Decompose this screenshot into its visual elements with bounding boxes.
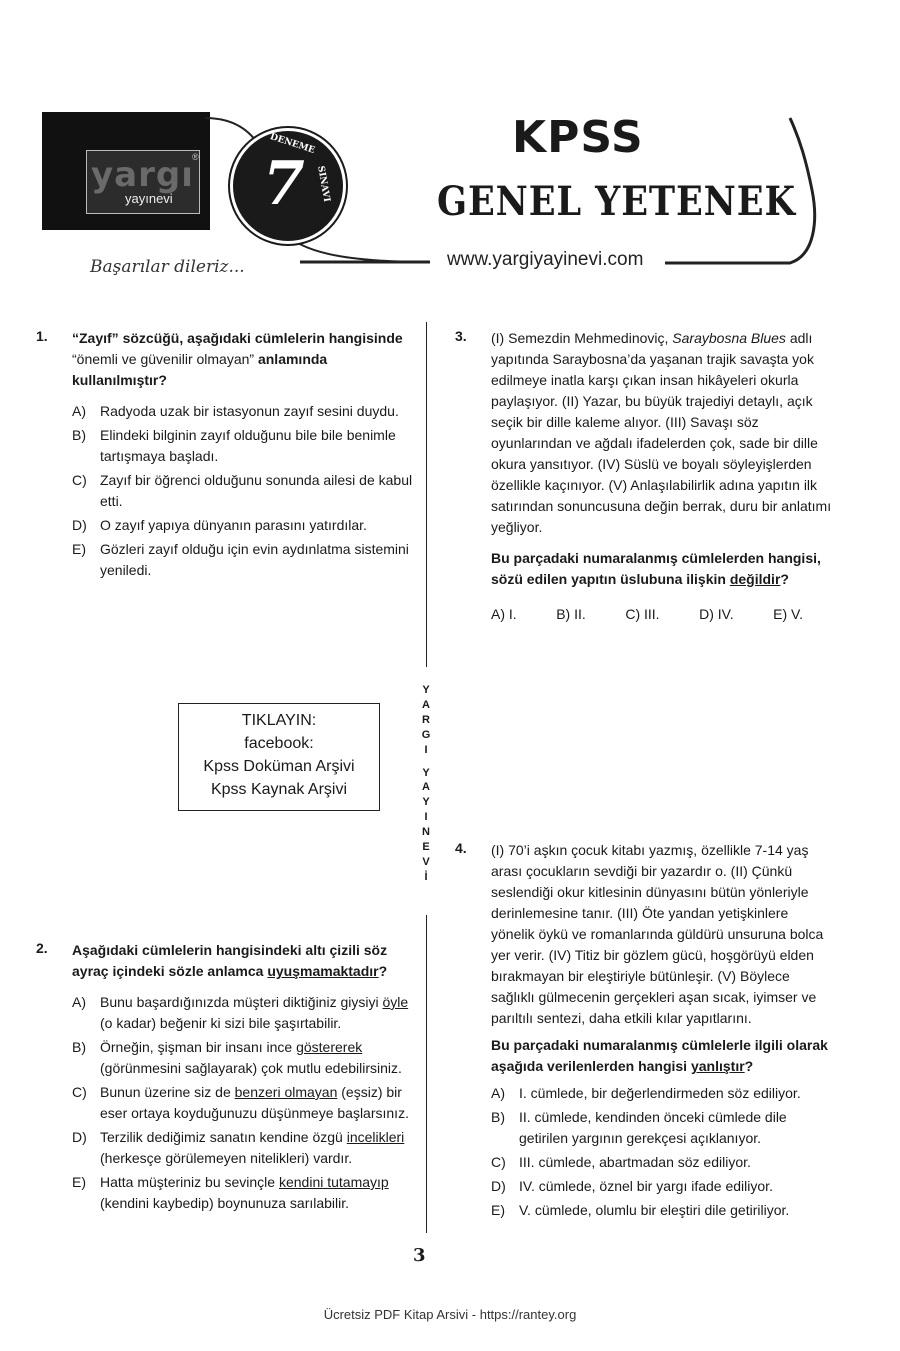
promo-line: TIKLAYIN:: [241, 712, 317, 729]
promo-line: Kpss Doküman Arşivi: [203, 758, 355, 775]
stem-end: ?: [780, 571, 789, 587]
question-number: 3.: [455, 328, 467, 344]
options-list: [72, 992, 414, 1214]
promo-line: Kpss Kaynak Arşivi: [210, 781, 348, 798]
option-c[interactable]: [491, 1152, 835, 1173]
question-2: [36, 940, 414, 1214]
vertical-publisher-name: Y A R G I Y A Y I N E V İ: [421, 684, 431, 883]
underlined-phrase: benzeri olmayan: [234, 1084, 338, 1100]
option-a[interactable]: A) I.: [491, 606, 517, 622]
option-letter: A): [72, 994, 86, 1010]
stem-text: Bu parçadaki numaralanmış cümlelerle ilgili olarak aşağıda verilenlerden hangisi: [491, 1037, 828, 1074]
column-divider: [426, 322, 427, 667]
option-letter: C): [72, 472, 87, 488]
option-d[interactable]: [491, 1176, 835, 1197]
option-text: Bunu başardığınızda müşteri diktiğiniz giysiyi öyle (o kadar) beğenir ki sizi bile şaşırtabilir.: [100, 994, 409, 1031]
question-3: [455, 328, 835, 622]
stem-text: sözcüğü, aşağıdaki cümlelerin hangisinde: [118, 330, 403, 346]
option-letter: D): [72, 517, 87, 533]
slogan: Başarılar dileriz...: [90, 257, 245, 277]
option-d[interactable]: D) IV.: [699, 606, 734, 622]
underlined-phrase: kendini tutamayıp: [278, 1174, 389, 1190]
book-title: Saraybosna Blues: [672, 330, 786, 346]
website-link[interactable]: www.yargiyayinevi.com: [447, 249, 644, 270]
option-letter: D): [491, 1178, 506, 1194]
option-c[interactable]: C) III.: [625, 606, 660, 622]
option-e[interactable]: E) V.: [773, 606, 803, 622]
option-a[interactable]: [72, 992, 414, 1034]
stem-quote: “önemli ve güvenilir olmayan”: [72, 351, 255, 367]
stem-end: ?: [744, 1058, 754, 1074]
column-divider: [426, 915, 427, 1233]
question-number: 1.: [36, 328, 48, 344]
page-subtitle: GENEL YETENEK: [437, 178, 796, 225]
option-text: Radyoda uzak bir istasyonun zayıf sesini duydu.: [100, 403, 399, 419]
option-b[interactable]: B) II.: [556, 606, 586, 622]
option-text: III. cümlede, abartmadan söz ediliyor.: [519, 1154, 751, 1170]
option-a[interactable]: [72, 401, 416, 422]
option-e[interactable]: [72, 539, 416, 581]
option-letter: C): [72, 1084, 87, 1100]
option-letter: A): [491, 1085, 505, 1101]
option-text: II. cümlede, kendinden önceki cümlede dile getirilen yargının gerekçesi açıklanıyor.: [519, 1109, 787, 1146]
logo-subtitle: yayınevi: [125, 191, 173, 206]
stem-underlined: uyuşmamaktadır: [267, 963, 379, 979]
option-text: O zayıf yapıya dünyanın parasını yatırdılar.: [100, 517, 367, 533]
exam-number-badge: [230, 128, 346, 244]
question-passage: (I) Semezdin Mehmedinoviç, Saraybosna Blues adlı yapıtında Saraybosna’da yaşanan trajik savaşta yok edilmeye inatla karşı çıkan insan hikâyeleri okurla paylaşıyor. (II) Yazar, bu büyük trajediyi detaylı, açık seçik bir dille kaleme alıyor. (III) Savaşı söz oyunlarından ve ağdalı ifadelerden çok, sade bir dille okura yansıtıyor. (IV) Süslü ve boyalı söyleyişlerden özellikle kaçınıyor. (V) Anlaşılabilirlik adına yapıtın ilk satırından sonuncusuna değin berrak, duru bir anlatımı yeğliyor.: [491, 330, 832, 535]
option-c[interactable]: [72, 470, 416, 512]
logo-word: yargı: [91, 155, 194, 195]
page-title: KPSS: [512, 112, 644, 163]
page-number: 3: [413, 1245, 426, 1266]
question-4: [455, 840, 835, 1221]
badge-number: 7: [263, 149, 305, 219]
underlined-phrase: incelikleri: [346, 1129, 405, 1145]
option-c[interactable]: [72, 1082, 414, 1124]
question-stem: [72, 940, 414, 982]
option-b[interactable]: [491, 1107, 835, 1149]
question-stem: [491, 1035, 835, 1077]
stem-end: ?: [378, 963, 388, 979]
stem-underlined: yanlıştır: [690, 1058, 745, 1074]
option-letter: E): [72, 1174, 86, 1190]
option-text: Bunun üzerine siz de benzeri olmayan (eşsiz) bir eser ortaya koyduğunuzu düşünmeye başlarsınız.: [100, 1084, 409, 1121]
option-text: IV. cümlede, öznel bir yargı ifade ediliyor.: [519, 1178, 773, 1194]
question-stem: [72, 328, 416, 391]
stem-keyword: “Zayıf”: [72, 330, 119, 346]
option-a[interactable]: [491, 1083, 835, 1104]
promo-box[interactable]: [178, 703, 380, 811]
option-b[interactable]: [72, 1037, 414, 1079]
option-e[interactable]: [491, 1200, 835, 1221]
registered-mark: ®: [192, 152, 199, 162]
badge-label-top: DENEME: [268, 132, 316, 156]
option-letter: E): [72, 541, 86, 557]
question-1: [36, 328, 416, 581]
footer-credit[interactable]: Ücretsiz PDF Kitap Arsivi - https://rantey.org: [323, 1307, 577, 1322]
option-text: Terzilik dediğimiz sanatın kendine özgü incelikleri (herkesçe görülemeyen nitelikleri) vardır.: [100, 1129, 405, 1166]
option-d[interactable]: [72, 515, 416, 536]
option-letter: B): [72, 1039, 86, 1055]
option-text: Hatta müşteriniz bu sevinçle kendini tutamayıp (kendini kaybedip) boynunuza sarılabilir.: [100, 1174, 389, 1211]
stem-text: Aşağıdaki cümlelerin hangisindeki altı çizili söz ayraç içindeki sözle anlamca: [72, 942, 388, 979]
option-letter: A): [72, 403, 86, 419]
options-row: [491, 606, 803, 622]
option-d[interactable]: [72, 1127, 414, 1169]
stem-text-end: anlamında kullanılmıştır?: [72, 351, 328, 388]
question-number: 4.: [455, 840, 467, 856]
underlined-phrase: göstererek: [296, 1039, 363, 1055]
question-stem: [491, 548, 835, 590]
option-text: I. cümlede, bir değerlendirmeden söz ediliyor.: [519, 1085, 801, 1101]
options-list: [72, 401, 416, 581]
question-passage: (I) 70’i aşkın çocuk kitabı yazmış, özellikle 7-14 yaş arası çocukların sevdiği bir yazardır o. (II) Çünkü seslendiği okur kitlesinin dünyasını bütün yönleriyle derinlemesine tanır. (III) Öte yandan yetişkinlere yönelik öykü ve romanlarında güldürü unsuruna bolca yer verir. (IV) Titiz bir gözlem gücü, hoşgörüyü elden bırakmayan bir eleştiriyle bütünleşir. (V) Böylece sağlıklı gülmecenin gerçekleri aşan sıcak, iyimser ve parıltılı sentezi, daha etkili kılar yapıtlarını.: [491, 842, 824, 1026]
option-letter: C): [491, 1154, 506, 1170]
option-text: Zayıf bir öğrenci olduğunu sonunda ailesi de kabul etti.: [100, 472, 413, 509]
promo-line: facebook:: [244, 735, 314, 752]
option-letter: B): [491, 1109, 505, 1125]
stem-text: Bu parçadaki numaralanmış cümlelerden hangisi, sözü edilen yapıtın üslubuna ilişkin: [491, 550, 821, 587]
option-text: Örneğin, şişman bir insanı ince göstererek (görünmesini sağlayarak) çok mutlu edebilirsiniz.: [100, 1039, 402, 1076]
option-letter: E): [491, 1202, 505, 1218]
badge-label-right: SINAVI: [315, 165, 332, 203]
option-text: Elindeki bilginin zayıf olduğunu bile bile benimle tartışmaya başladı.: [100, 427, 396, 464]
option-letter: D): [72, 1129, 87, 1145]
option-letter: B): [72, 427, 86, 443]
options-list: [491, 1083, 835, 1221]
option-text: V. cümlede, olumlu bir eleştiri dile getiriliyor.: [519, 1202, 790, 1218]
option-text: Gözleri zayıf olduğu için evin aydınlatma sistemini yeniledi.: [100, 541, 409, 578]
question-number: 2.: [36, 940, 48, 956]
stem-underlined: değildir: [729, 571, 781, 587]
option-b[interactable]: [72, 425, 416, 467]
option-e[interactable]: [72, 1172, 414, 1214]
underlined-phrase: öyle: [382, 994, 409, 1010]
